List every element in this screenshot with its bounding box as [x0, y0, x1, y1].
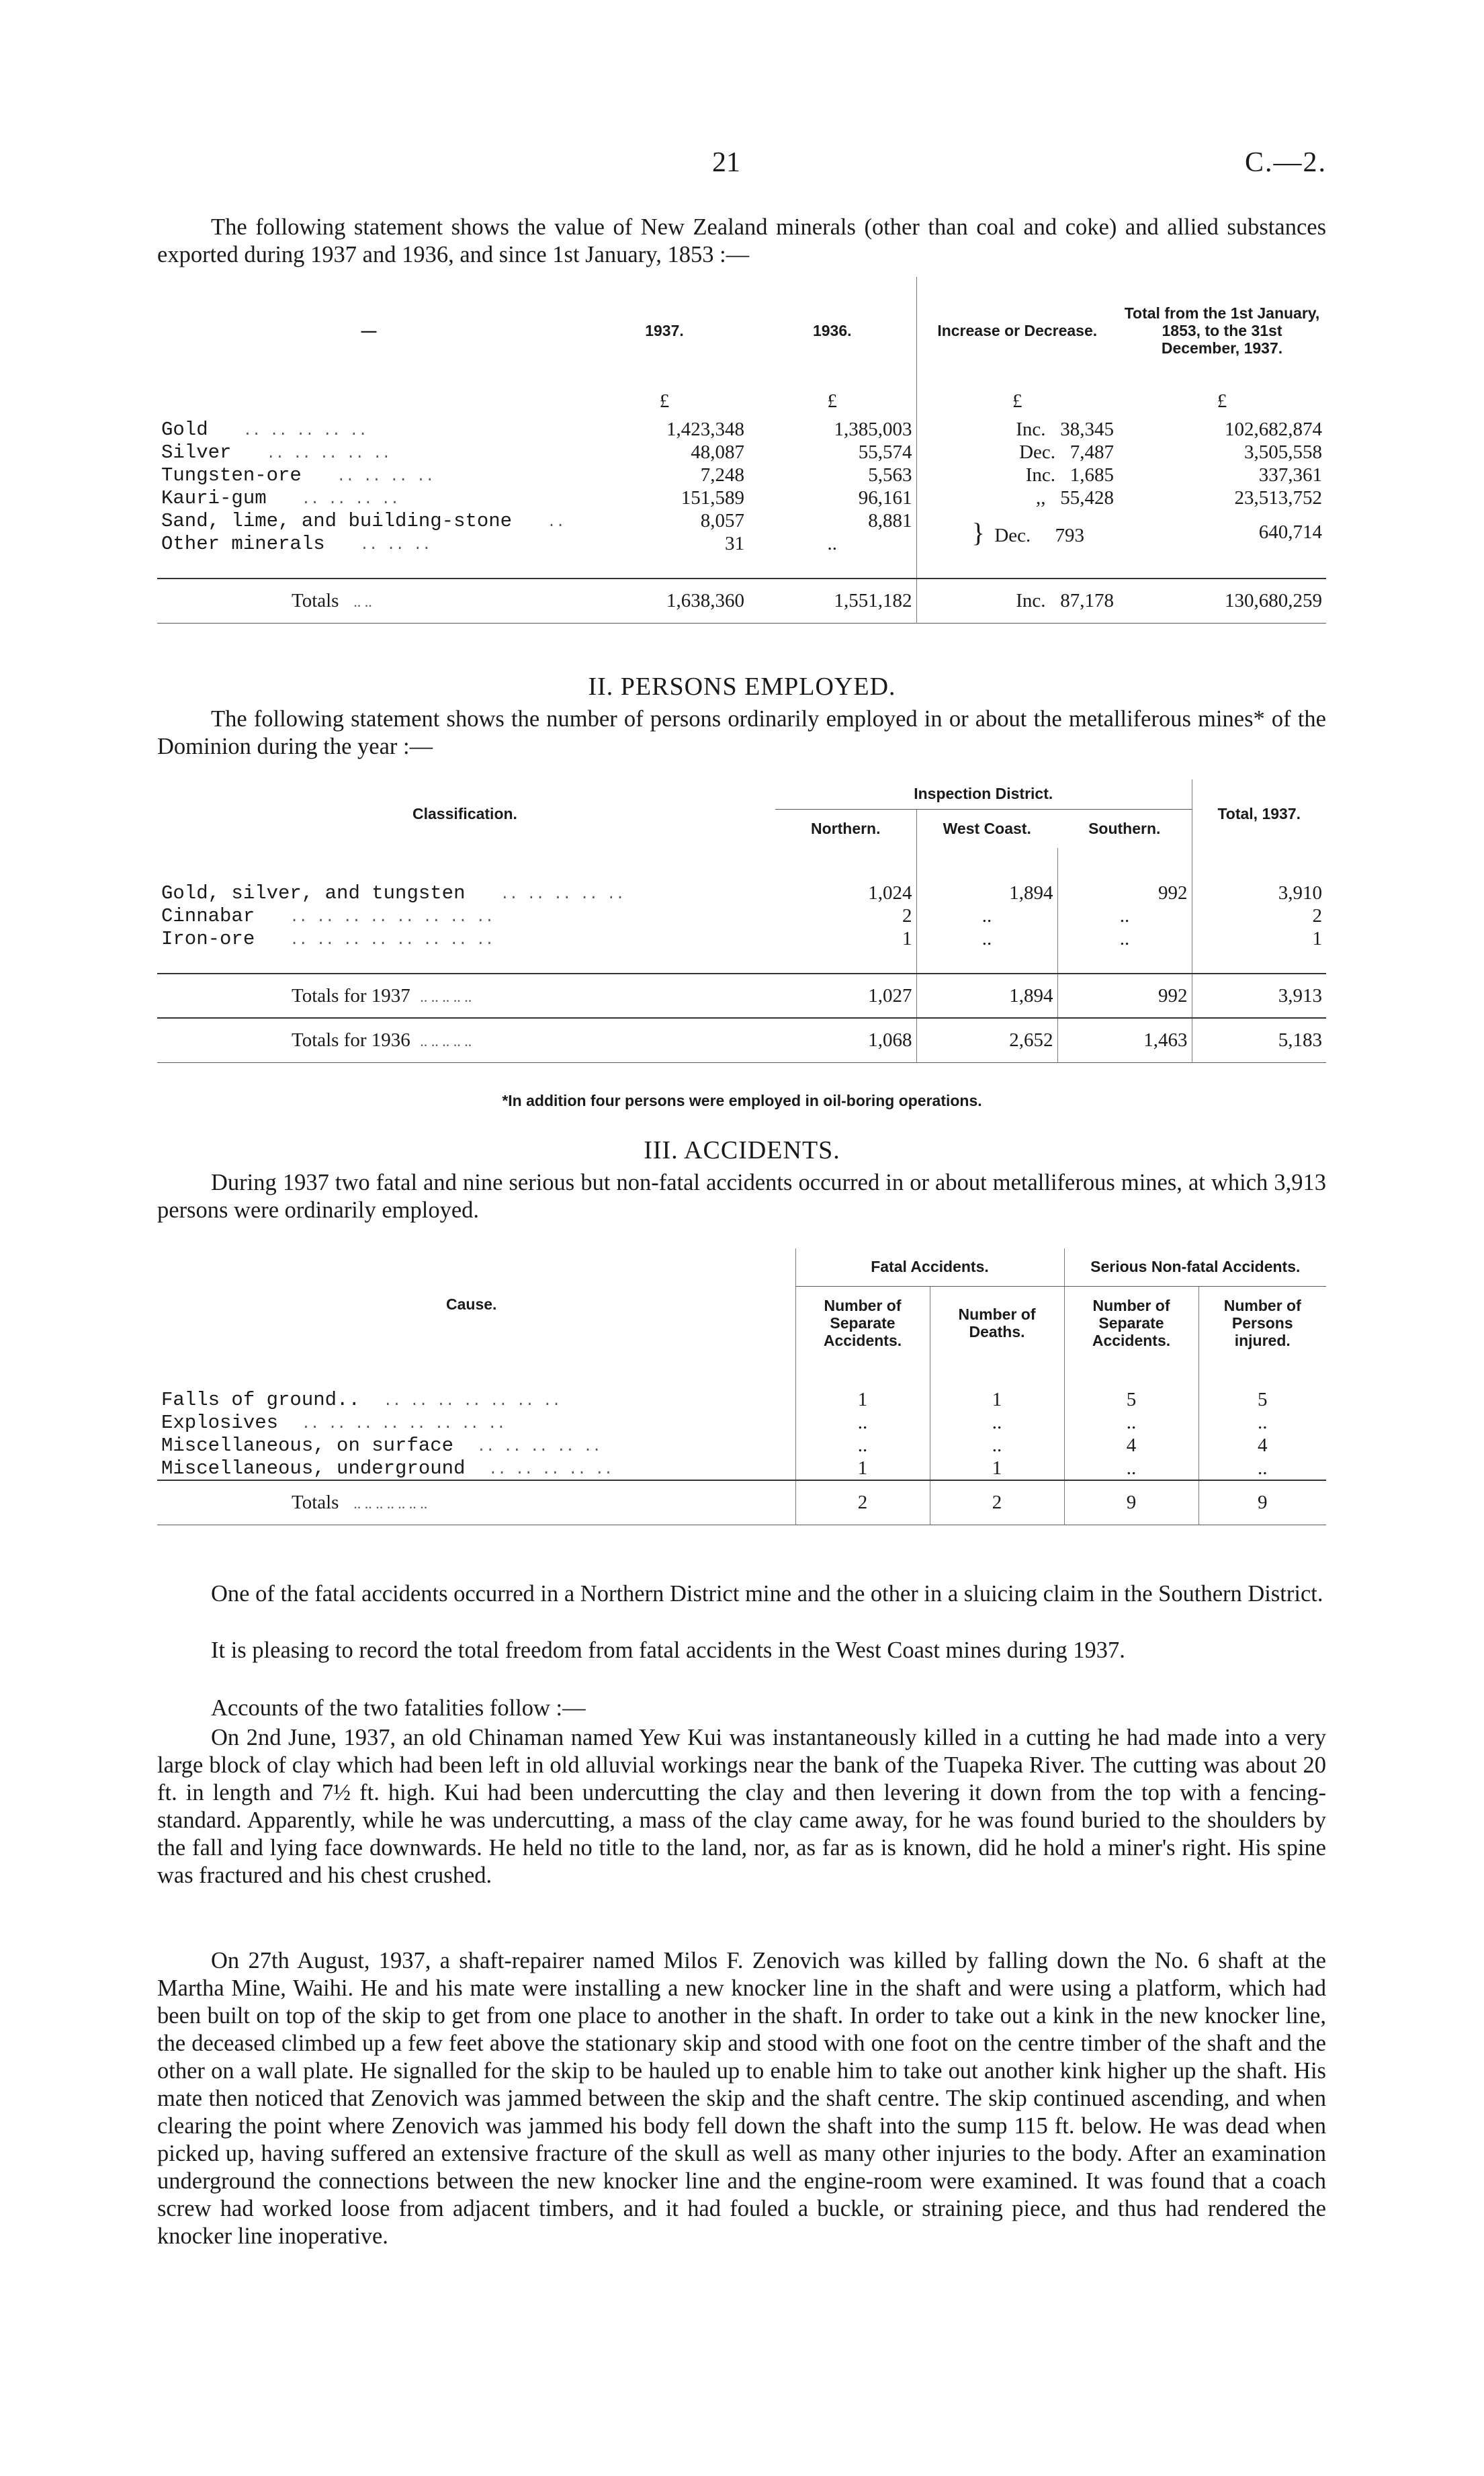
totals-row [157, 1480, 1326, 1525]
leader-dots: .. .. .. .. .. [488, 1461, 613, 1478]
col-header-change: Increase or Decrease. [916, 277, 1118, 384]
col-header-cause: Cause. [446, 1295, 497, 1313]
total-value: 23,513,752 [1234, 486, 1322, 509]
value-1937: 8,057 [700, 509, 744, 531]
change-direction: Inc. [1016, 418, 1046, 440]
southern-value: .. [1057, 927, 1192, 950]
leader-dots: .. .. .. .. .. [243, 422, 367, 439]
southern-value: .. [1057, 904, 1192, 927]
northern-total: 1,068 [868, 1029, 912, 1051]
deaths-total: 2 [930, 1480, 1064, 1525]
change-value: 55,428 [1060, 486, 1114, 509]
col-header-southern: Southern. [1088, 819, 1161, 837]
change-value: 38,345 [1060, 418, 1114, 440]
fatal-accidents-value: .. [795, 1411, 930, 1434]
section-heading-accidents: III. ACCIDENTS. [644, 1136, 840, 1164]
intro-paragraph: The following statement shows the value of New Zealand minerals (other than coal and coke) and allied substances exported during 1937 and 1936, and since 1st January, 1853 :— [157, 214, 1326, 267]
table-row [157, 882, 1326, 904]
row-label: Iron-ore [161, 927, 255, 950]
row-label: Sand, lime, and building-stone [161, 509, 513, 532]
leader-dots: .. .. .. .. .. .. .. .. [301, 1415, 506, 1433]
persons-intro-paragraph: The following statement shows the number of persons ordinarily employed in or about the metalliferous mines* of the Dominion during the year :— [157, 706, 1326, 759]
paragraph-fatal-locations: One of the fatal accidents occurred in a Northern District mine and the other in a sluicing claim in the Southern District. [211, 1581, 1323, 1607]
paragraph-accounts: Accounts of the two fatalities follow :— [211, 1695, 586, 1721]
paragraph-zenovich: On 27th August, 1937, a shaft-repairer named Milos F. Zenovich was killed by falling down the No. 6 shaft at the Martha Mine, Waihi. He and his mate were installing a new knocker line in the shaft and were using a platform, which had been built on top of the skip to get from one place to another in the shaft. In order to take out a kink in the new knocker line, the deceased climbed up a few feet above the stationary skip and stood with one foot on the centre timber of the shaft and the other on a wall plate. He signalled for the skip to be hauled up to enable him to take out another kink higher up the shaft. His mate then noticed that Zenovich was jammed between the skip and the shaft centre. The skip continued ascending, and when clearing the point where Zenovich was jammed his body fell down the shaft into the sump 115 ft. below. He was dead when picked up, having suffered an extensive fracture of the skull as well as many other injuries to the body. After an examination underground the connections between the new knocker line and the engine-room were examined. It was found that a coach screw had worked loose from adjacent timbers, and it had fouled a buckle, or straining piece, and thus had rendered the knocker line inoperative. [157, 1948, 1326, 2249]
row-label: Gold [161, 418, 208, 441]
row-label: Miscellaneous, on surface [161, 1434, 454, 1457]
paragraph-west-coast: It is pleasing to record the total freedom from fatal accidents in the West Coast mines during 1937. [211, 1637, 1125, 1663]
leader-dots: .. .. .. .. .. .. .. [383, 1392, 561, 1410]
col-header-west-coast: West Coast. [916, 809, 1057, 848]
section-heading-persons-employed: II. PERSONS EMPLOYED. [588, 673, 896, 701]
total-value: 1 [1192, 927, 1326, 950]
serious-accidents-total: 9 [1064, 1480, 1198, 1525]
col-header-fatal-accidents: Number of Separate Accidents. [795, 1286, 930, 1360]
row-label: Falls of ground.. [161, 1388, 360, 1411]
footnote: *In addition four persons were employed in oil-boring operations. [502, 1092, 982, 1109]
col-header-total: Total, 1937. [1192, 779, 1326, 848]
row-label: Cinnabar [161, 904, 255, 927]
col-header-fatal: Fatal Accidents. [795, 1248, 1064, 1286]
table-row [157, 904, 1326, 927]
value-1937: 31 [725, 532, 744, 554]
table-row [157, 1388, 1326, 1411]
value-1937: 48,087 [691, 441, 744, 463]
document-reference: C.—2. [1244, 147, 1327, 178]
totals-label: Totals for 1936 [292, 1029, 410, 1051]
total-value: 3,910 [1192, 882, 1326, 904]
accidents-table [157, 1248, 1326, 1525]
row-label: Miscellaneous, underground [161, 1457, 466, 1480]
southern-value: 992 [1057, 882, 1192, 904]
minerals-export-table [157, 277, 1326, 624]
change-value: 87,178 [1060, 589, 1114, 611]
table-row: Sand, lime, and building-stone .. 8,057 8,881 } Dec. 793 640,714 [157, 509, 1326, 532]
northern-value: 1,024 [868, 882, 912, 904]
leader-dots: .. .. .. .. .. [420, 988, 472, 1005]
total-1937: 1,638,360 [666, 589, 744, 611]
unit-label: £ [659, 390, 670, 412]
total-value: 102,682,874 [1225, 418, 1322, 440]
total-value: 337,361 [1258, 464, 1322, 486]
change-value: 7,487 [1070, 441, 1114, 463]
change-direction: Inc. [1016, 589, 1046, 611]
grand-total: 130,680,259 [1225, 589, 1322, 611]
change-direction: Dec. [994, 524, 1031, 546]
col-header-northern: Northern. [811, 819, 881, 837]
row-label: Kauri-gum [161, 486, 267, 509]
value-1936: 5,563 [868, 464, 912, 486]
leader-dots: .. .. .. .. .. .. .. [353, 1494, 428, 1512]
value-1936: .. [827, 532, 837, 554]
serious-accidents-value: .. [1064, 1411, 1198, 1434]
serious-accidents-value: .. [1064, 1457, 1198, 1480]
grand-total: 3,913 [1192, 974, 1326, 1018]
serious-accidents-value: 5 [1064, 1388, 1198, 1411]
table-row [157, 441, 1326, 464]
col-header-1937: 1937. [645, 321, 684, 339]
table-row [157, 1457, 1326, 1480]
page-number: 21 [712, 147, 740, 178]
change-value: 1,685 [1070, 464, 1114, 486]
deaths-value: 1 [930, 1457, 1064, 1480]
leader-dots: .. .. [353, 593, 372, 610]
change-value: 793 [1055, 524, 1084, 546]
leader-dots: .. .. .. .. .. [476, 1438, 601, 1455]
west-coast-value: 1,894 [916, 882, 1057, 904]
row-label: Tungsten-ore [161, 464, 302, 486]
leader-dots: .. .. .. .. .. [500, 886, 625, 903]
northern-total: 1,027 [868, 984, 912, 1007]
totals-row-1936 [157, 1018, 1326, 1062]
leader-dots: .. .. .. .. [301, 490, 400, 508]
col-header-blank: — [361, 321, 377, 339]
west-coast-value: .. [916, 927, 1057, 950]
col-header-district: Inspection District. [775, 779, 1192, 809]
col-header-1936: 1936. [812, 321, 852, 339]
totals-row-1937 [157, 974, 1326, 1018]
fatal-accidents-total: 2 [795, 1480, 930, 1525]
table-row [157, 1411, 1326, 1434]
change-direction: Inc. [1025, 464, 1055, 486]
fatal-accidents-value: 1 [795, 1457, 930, 1480]
unit-label: £ [1217, 390, 1227, 412]
deaths-value: 1 [930, 1388, 1064, 1411]
table-row [157, 1434, 1326, 1457]
persons-employed-table [157, 779, 1326, 1063]
paragraph-yew-kui: On 2nd June, 1937, an old Chinaman named Yew Kui was instantaneously killed in a cutting he had made into a very large block of clay which had been left in old alluvial workings near the bank of the Tuapeka River. The cutting was about 20 ft. in length and 7½ ft. high. Kui had been undercutting the clay and then levering it down from the top with a fencing-standard. Apparently, while he was undercutting, a mass of the clay came away, for he was found buried to the shoulders by the fall and lying face downwards. He held no title to the land, nor, as far as is known, did he hold a miner's right. His spine was fractured and his chest crushed. [157, 1725, 1326, 1888]
grand-total: 5,183 [1192, 1018, 1326, 1062]
west-coast-total: 1,894 [916, 974, 1057, 1018]
change-direction: ,, [1036, 486, 1046, 509]
southern-total: 992 [1057, 974, 1192, 1018]
west-coast-total: 2,652 [916, 1018, 1057, 1062]
total-value: 640,714 [1258, 521, 1322, 543]
value-1936: 55,574 [858, 441, 912, 463]
unit-label: £ [916, 384, 1118, 418]
leader-dots: .. .. .. .. [337, 468, 435, 485]
injured-value: 5 [1198, 1388, 1326, 1411]
injured-value: 4 [1198, 1434, 1326, 1457]
totals-label: Totals [292, 1491, 339, 1513]
west-coast-value: .. [916, 904, 1057, 927]
total-value: 3,505,558 [1244, 441, 1322, 463]
northern-value: 1 [902, 927, 912, 949]
change-direction: Dec. [1019, 441, 1055, 463]
accidents-intro-paragraph: During 1937 two fatal and nine serious but non-fatal accidents occurred in or about metalliferous mines, at which 3,913 persons were ordinarily employed. [157, 1170, 1326, 1223]
col-header-classification: Classification. [412, 804, 517, 822]
table-row [157, 927, 1326, 950]
leader-dots: .. .. .. .. .. [266, 445, 391, 462]
value-1936: 8,881 [868, 509, 912, 531]
fatal-accidents-value: .. [795, 1434, 930, 1457]
row-label: Explosives [161, 1411, 279, 1434]
totals-row [157, 579, 1326, 623]
leader-dots: .. .. .. .. .. .. .. .. [290, 931, 494, 949]
col-header-serious-accidents: Number of Separate Accidents. [1064, 1286, 1198, 1360]
leader-dots: .. .. .. .. .. .. .. .. [290, 908, 494, 926]
value-1936: 96,161 [858, 486, 912, 509]
injured-value: .. [1198, 1411, 1326, 1434]
col-header-serious: Serious Non-fatal Accidents. [1064, 1248, 1326, 1286]
value-1937: 7,248 [700, 464, 744, 486]
col-header-deaths: Number of Deaths. [930, 1286, 1064, 1360]
value-1936: 1,385,003 [834, 418, 912, 440]
deaths-value: .. [930, 1411, 1064, 1434]
total-value: 2 [1192, 904, 1326, 927]
row-label: Gold, silver, and tungsten [161, 882, 466, 904]
row-label: Silver [161, 441, 232, 464]
table-row [157, 418, 1326, 441]
col-header-total: Total from the 1st January, 1853, to the 31st December, 1937. [1124, 304, 1320, 357]
southern-total: 1,463 [1057, 1018, 1192, 1062]
table-row [157, 486, 1326, 509]
leader-dots: .. .. .. [359, 536, 431, 554]
leader-dots: .. [547, 513, 565, 531]
total-1936: 1,551,182 [834, 589, 912, 611]
leader-dots: .. .. .. .. .. [420, 1032, 472, 1050]
value-1937: 151,589 [681, 486, 744, 509]
row-label: Other minerals [161, 532, 325, 555]
deaths-value: .. [930, 1434, 1064, 1457]
value-1937: 1,423,348 [666, 418, 744, 440]
fatal-accidents-value: 1 [795, 1388, 930, 1411]
injured-total: 9 [1198, 1480, 1326, 1525]
northern-value: 2 [902, 904, 912, 927]
totals-label: Totals [292, 589, 339, 611]
serious-accidents-value: 4 [1064, 1434, 1198, 1457]
unit-label: £ [827, 390, 837, 412]
injured-value: .. [1198, 1457, 1326, 1480]
totals-label: Totals for 1937 [292, 984, 410, 1007]
table-row [157, 464, 1326, 486]
col-header-injured: Number of Persons injured. [1198, 1286, 1326, 1360]
